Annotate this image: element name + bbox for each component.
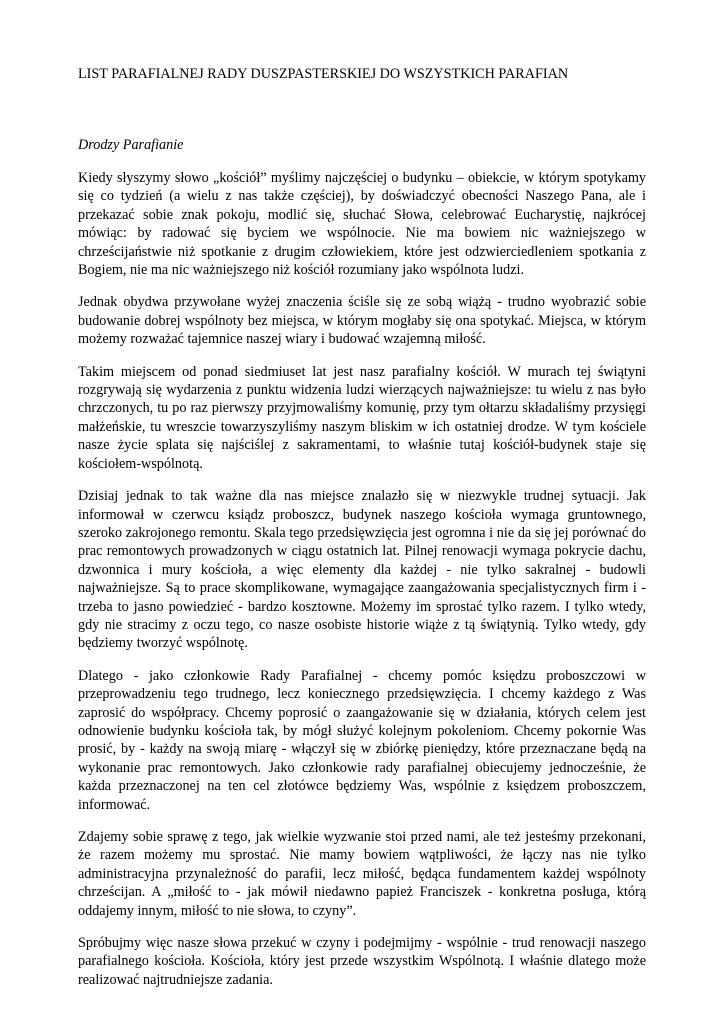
paragraph-5: Dlatego - jako członkowie Rady Parafialnej - chcemy pomóc księdzu proboszczowi w przeprowadzeniu tego trudnego, lecz koniecznego przedsięwzięcia. I chcemy każdego z Was zaprosić do współpracy. Chcemy poprosić o zaangażowanie się w działania, których celem jest odnowienie budynku kościoła tak, by mógł służyć kolejnym pokoleniom. Chcemy pokornie Was prosić, by - każdy na swoją miarę - włączył się w zbiórkę pieniędzy, które przeznaczane będą na wykonanie prac remontowych. Jako członkowie rady parafialnej obiecujemy jednocześnie, że każda przeznaczonej na ten cel złotówce będziemy Was, wspólnie z księdzem proboszczem, informować. [78,667,646,813]
paragraph-3: Takim miejscem od ponad siedmiuset lat jest nasz parafialny kościół. W murach tej świątyni rozgrywają się wydarzenia z punktu widzenia ludzi wierzących najważniejsze: tu wielu z nas było chrzczonych, tu po raz pierwszy przyjmowaliśmy komunię, przy tym ołtarzu składaliśmy przysięgi małżeńskie, tu wreszcie towarzyszyliśmy naszym bliskim w ich ostatniej drodze. W tym kościele nasze życie splata się najściślej z sakramentami, to właśnie tutaj kościół-budynek staje się kościołem-wspólnotą. [78,363,646,472]
letter-body [78,64,646,989]
letter-title: LIST PARAFIALNEJ RADY DUSZPASTERSKIEJ DO WSZYSTKICH PARAFIAN [78,66,569,82]
salutation: Drodzy Parafianie [78,137,184,153]
paragraph-1: Kiedy słyszymy słowo „kościół” myślimy najczęściej o budynku – obiekcie, w którym spotykamy się co tydzień (a wielu z nas także częściej), by doświadczyć obecności Naszego Pana, ale i przekazać sobie znak pokoju, modlić się, słuchać Słowa, celebrować Eucharystię, najkrócej mówiąc: by radować się byciem we wspólnocie. Nie ma bowiem nic ważniejszego w chrześcijaństwie niż spotkanie z drugim człowiekiem, które jest odzwierciedleniem spotkania z Bogiem, nie ma nic ważniejszego niż kościół rozumiany jako wspólnota ludzi. [78,170,646,279]
paragraph-4: Dzisiaj jednak to tak ważne dla nas miejsce znalazło się w niezwykle trudnej sytuacji. Jak informował w czerwcu ksiądz proboszcz, budynek naszego kościoła wymaga gruntownego, szeroko zakrojonego remontu. Skala tego przedsięwzięcia jest ogromna i nie da się jej porównać do prac remontowych prowadzonych w ciągu ostatnich lat. Pilnej renowacji wymaga pokrycie dachu, dzwonnica i mury kościoła, a więc elementy dla każdej - nie tylko sakralnej - budowli najważniejsze. Są to prace skomplikowane, wymagające zaangażowania specjalistycznych firm i - trzeba to jasno powiedzieć - bardzo kosztowne. Możemy im sprostać tylko razem. I tylko wtedy, gdy nie stracimy z oczu tego, co nasze osobiste historie wiąże z tą świątynią. Tylko wtedy, gdy będziemy tworzyć wspólnotę. [78,488,646,652]
paragraph-7: Spróbujmy więc nasze słowa przekuć w czyny i podejmijmy - wspólnie - trud renowacji naszego parafialnego kościoła. Kościoła, który jest przede wszystkim Wspólnotą. I właśnie dlatego może realizować najtrudniejsze zadania. [78,935,646,988]
paragraph-2: Jednak obydwa przywołane wyżej znaczenia ściśle się ze sobą wiążą - trudno wyobrazić sobie budowanie dobrej wspólnoty bez miejsca, w którym mogłaby się ona spotykać. Miejsca, w którym możemy rozważać tajemnice naszej wiary i budować wzajemną miłość. [78,294,646,348]
paragraph-6: Zdajemy sobie sprawę z tego, jak wielkie wyzwanie stoi przed nami, ale też jesteśmy przekonani, że razem możemy mu sprostać. Nie mamy bowiem wątpliwości, że łączy nas nie tylko administracyjna przynależność do parafii, lecz miłość, będąca fundamentem każdej wspólnoty chrześcijan. A „miłość to - jak mówił niedawno papież Franciszek - konkretna posługa, którą oddajemy innym, miłość to nie słowa, to czyny”. [78,829,646,919]
